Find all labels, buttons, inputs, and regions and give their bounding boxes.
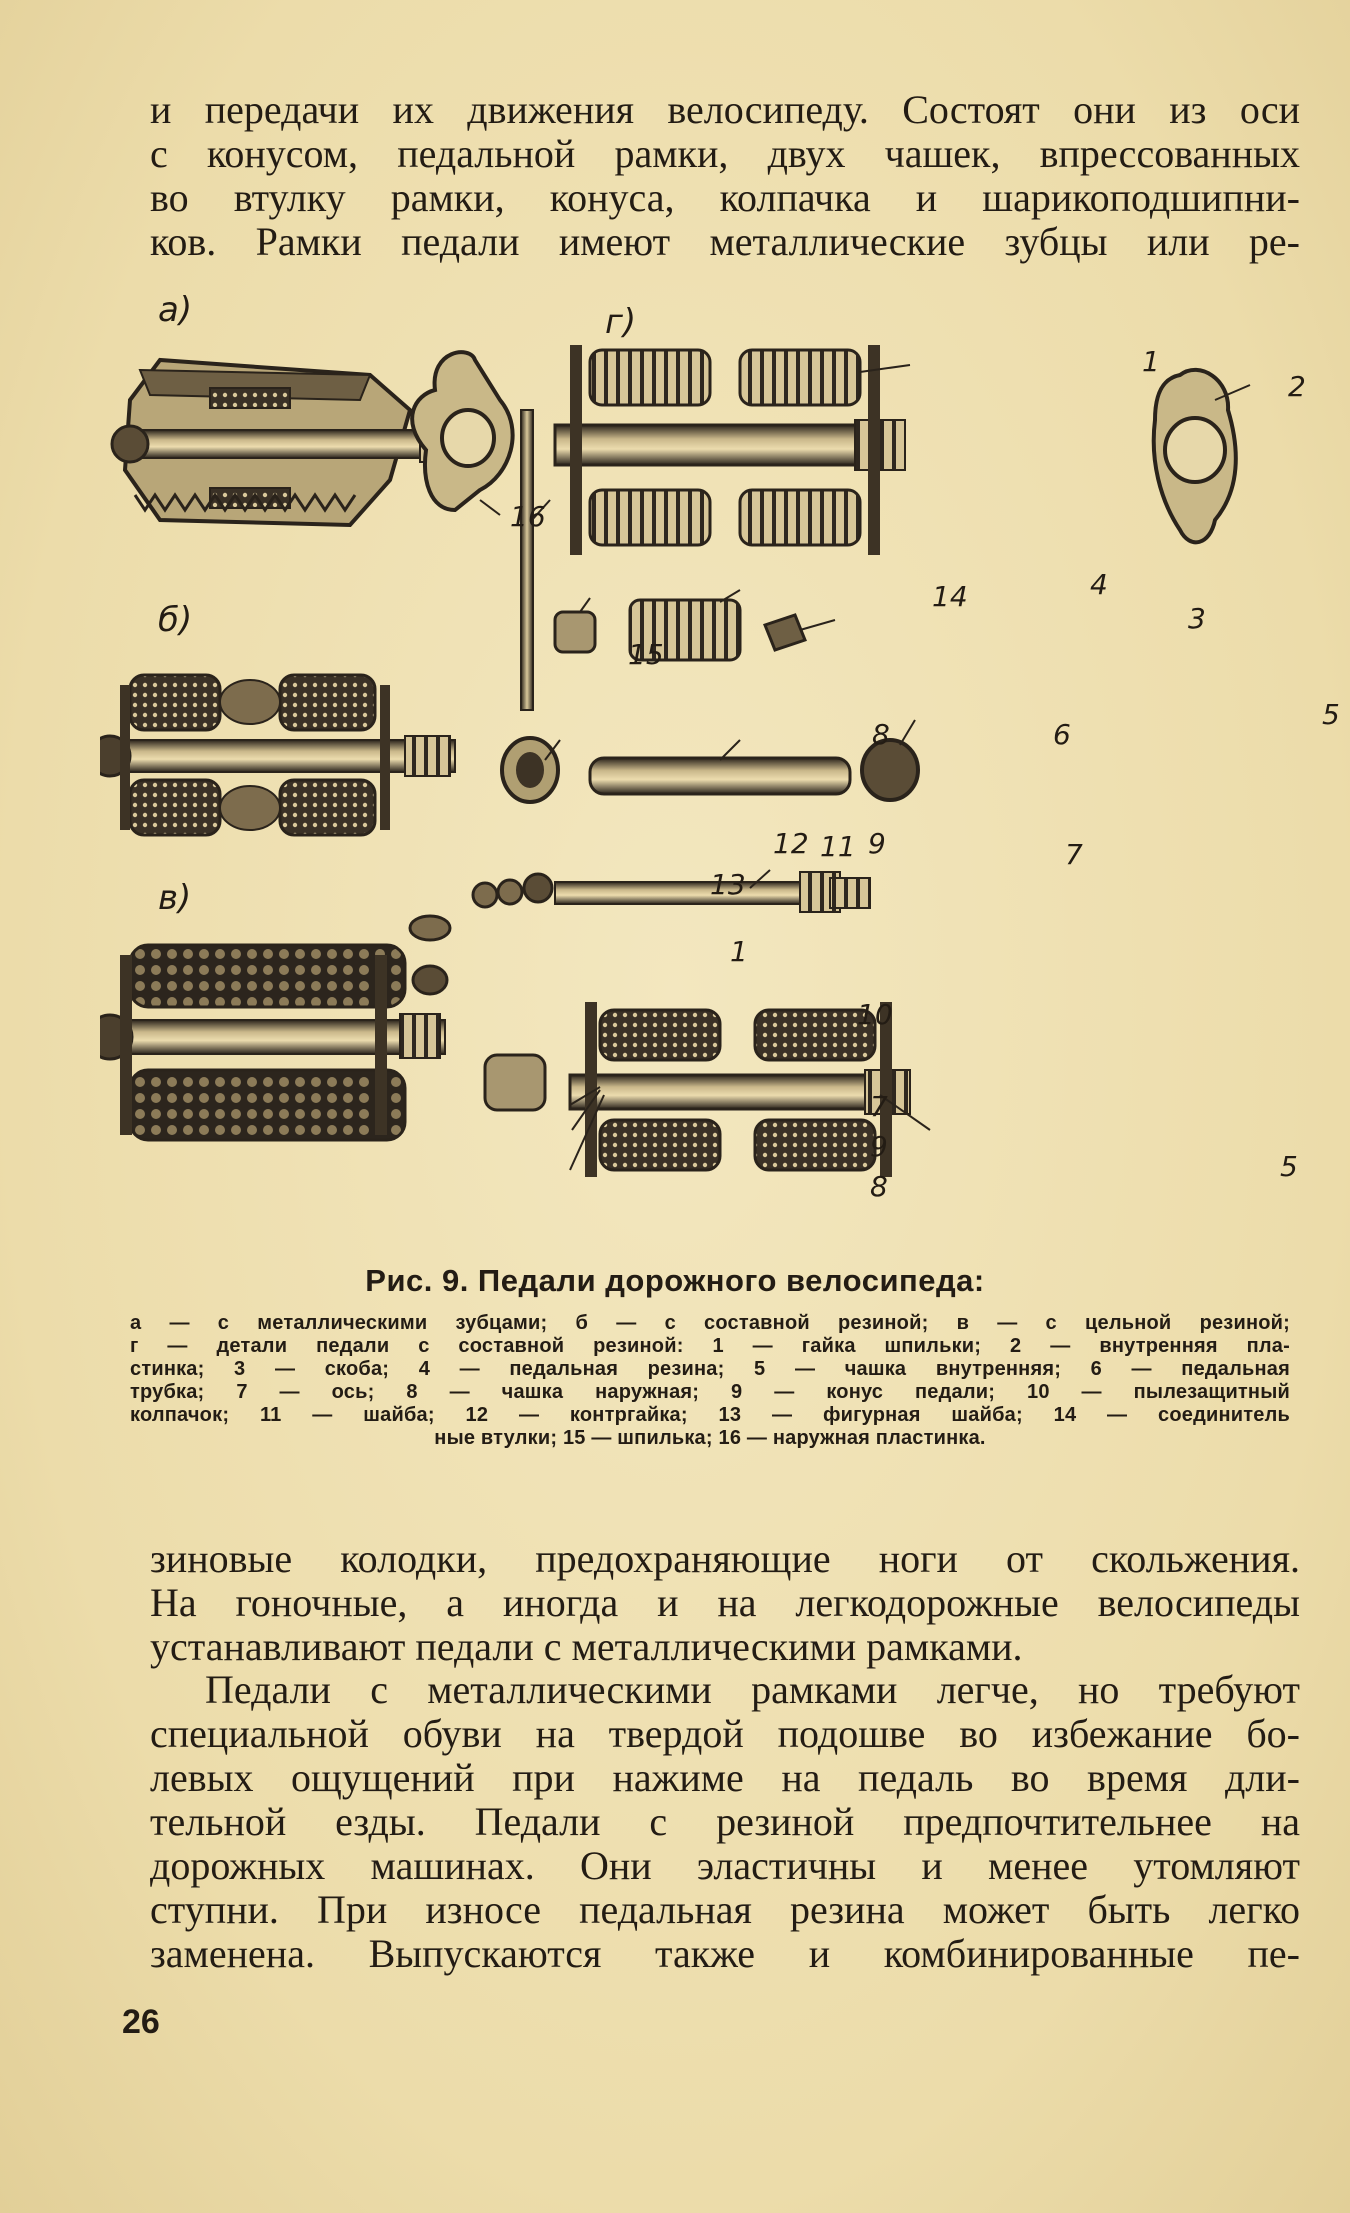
label-7: 7	[1065, 838, 1083, 871]
caption-line: г — детали педали с составной резиной: 1 — гайка шпильки; 2 — внутренняя пла-	[130, 1335, 1290, 1357]
panel-label-a: а)	[158, 290, 193, 330]
label-1: 1	[1142, 345, 1160, 378]
paragraph-top	[150, 88, 1300, 264]
pedal-v-solid-rubber	[100, 945, 445, 1140]
caption-line: колпачок; 11 — шайба; 12 — контргайка; 13 — фигурная шайба; 14 — соединитель	[130, 1404, 1290, 1426]
label-11: 11	[820, 830, 856, 863]
text-line: зиновые колодки, предохраняющие ноги от скольжения.	[150, 1536, 1300, 1581]
label-4: 4	[1090, 568, 1108, 601]
label-6: 6	[1053, 718, 1071, 751]
text-line: левых ощущений при нажиме на педаль во время дли-	[150, 1755, 1300, 1800]
text-line: с конусом, педальной рамки, двух чашек, впрессованных	[150, 131, 1300, 176]
label-15: 15	[628, 638, 664, 671]
text-line: дорожных машинах. Они эластичны и менее утомляют	[150, 1843, 1300, 1888]
text-line: ков. Рамки педали имеют металлические зубцы или ре-	[150, 219, 1300, 264]
caption-line: трубка; 7 — ось; 8 — чашка наружная; 9 — конус педали; 10 — пылезащитный	[130, 1381, 1290, 1403]
page-number: 26	[122, 2003, 160, 2041]
label-16: 16	[510, 500, 546, 533]
label-13: 13	[710, 868, 746, 901]
label-9: 9	[868, 827, 886, 860]
label-5: 5	[1322, 698, 1340, 731]
label-5-assembly: 5	[1280, 1150, 1298, 1183]
label-8-assembly: 8	[870, 1170, 888, 1203]
label-8: 8	[872, 718, 890, 751]
text-line: и передачи их движения велосипеду. Состоят они из оси	[150, 87, 1300, 132]
pedal-illustration	[100, 290, 1320, 1220]
figure-caption-title: Рис. 9. Педали дорожного велосипеда:	[365, 1263, 985, 1298]
caption-line: стинка; 3 — скоба; 4 — педальная резина; 5 — чашка внутренняя; 6 — педальная	[130, 1358, 1290, 1380]
label-10: 10	[857, 998, 893, 1031]
panel-label-v: в)	[158, 878, 192, 918]
pedal-g-parts	[410, 345, 1250, 1177]
label-1-nut: 1	[730, 935, 748, 968]
caption-line: а — с металлическими зубцами; б — с составной резиной; в — с цельной резиной;	[130, 1312, 1290, 1334]
panel-label-b: б)	[158, 600, 193, 640]
text-line: специальной обуви на твердой подошве во избежание бо-	[150, 1711, 1300, 1756]
panel-label-g: г)	[605, 302, 637, 342]
label-2: 2	[1288, 370, 1306, 403]
pedal-a-metal-teeth	[112, 360, 460, 525]
text-line: ступни. При износе педальная резина может быть легко	[150, 1887, 1300, 1932]
pedal-b-composite-rubber	[100, 675, 455, 835]
text-line: Педали с металлическими рамками легче, но требуют	[205, 1667, 1300, 1712]
figure-caption-body	[130, 1312, 1290, 1450]
text-line: во втулку рамки, конуса, колпачка и шарикоподшипни-	[150, 175, 1300, 220]
text-line: заменена. Выпускаются также и комбинированные пе-	[150, 1931, 1300, 1976]
label-12: 12	[773, 827, 809, 860]
caption-line: ные втулки; 15 — шпилька; 16 — наружная пластинка.	[434, 1427, 986, 1449]
label-9-assembly: 9	[870, 1130, 888, 1163]
label-14: 14	[932, 580, 968, 613]
paragraph-middle	[150, 1537, 1300, 1669]
text-line: устанавливают педали с металлическими рамками.	[150, 1624, 1023, 1669]
label-3: 3	[1188, 602, 1206, 635]
label-7-assembly: 7	[870, 1090, 888, 1123]
paragraph-bottom	[150, 1668, 1300, 1976]
text-line: На гоночные, а иногда и на легкодорожные велосипеды	[150, 1580, 1300, 1625]
pedal-figure	[100, 290, 1340, 1220]
text-line: тельной езды. Педали с резиной предпочтительнее на	[150, 1799, 1300, 1844]
